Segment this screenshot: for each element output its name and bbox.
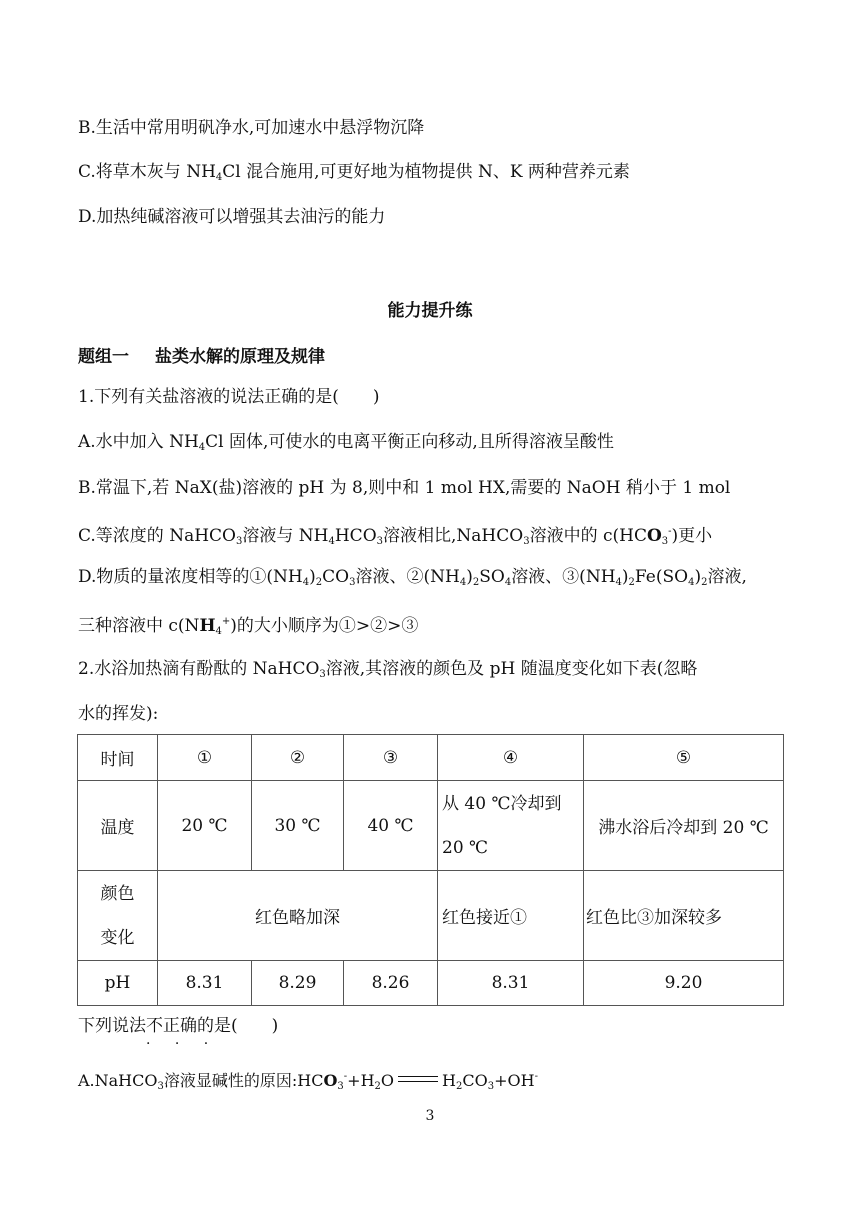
- q1-option-c: [78, 520, 712, 554]
- table-cell: 时间: [78, 735, 158, 781]
- table-cell: 温度: [78, 781, 158, 871]
- sub: 3: [487, 1081, 495, 1092]
- q2-question: [78, 1014, 278, 1038]
- page-number: 3: [425, 1108, 435, 1124]
- sup: -: [534, 1071, 538, 1082]
- group-name: 盐类水解的原理及规律: [155, 347, 325, 367]
- table-cell: 20 ℃: [158, 781, 252, 871]
- t: A.NaHCO: [78, 1071, 158, 1090]
- t: 溶液与 NH: [242, 526, 329, 546]
- q2-stem-2: 水的挥发):: [78, 704, 159, 724]
- table-cell: 40 ℃: [344, 781, 438, 871]
- t: 下列说法: [78, 1016, 146, 1036]
- t: H: [199, 616, 216, 636]
- option-b-prev: B.生活中常用明矾净水,可加速水中悬浮物沉降: [78, 118, 425, 138]
- sub: 3: [376, 536, 384, 547]
- table-cell: 沸水浴后冷却到 20 ℃: [584, 781, 784, 871]
- sup: +: [221, 616, 231, 627]
- text: Cl 固体,可使水的电离平衡正向移动,且所得溶液呈酸性: [205, 432, 614, 452]
- t: ): [621, 567, 629, 587]
- table-cell: 红色接近①: [438, 871, 584, 961]
- group-label: 题组一: [78, 347, 129, 367]
- q1-option-d: [78, 565, 747, 595]
- t: 溶液、②(NH: [355, 567, 460, 587]
- equilibrium-arrow-icon: [398, 1074, 438, 1086]
- data-table: [77, 734, 784, 1006]
- q1-option-a: [78, 430, 614, 460]
- sub: 3: [349, 577, 356, 588]
- table-cell: 8.26: [344, 961, 438, 1006]
- t: D.物质的量浓度相等的①(NH: [78, 567, 303, 587]
- cell-line: 从 40 ℃冷却到: [442, 793, 562, 814]
- sup: -: [668, 526, 672, 537]
- cell-line: 变化: [100, 927, 135, 948]
- t: 溶液显碱性的原因:HC: [163, 1071, 324, 1090]
- t: Fe(SO: [634, 567, 689, 587]
- t: ): [309, 567, 316, 587]
- sub: 3: [661, 536, 669, 547]
- t: O: [646, 526, 662, 546]
- t: CO: [322, 567, 350, 587]
- t: 溶液,其溶液的颜色及 pH 随温度变化如下表(忽略: [325, 659, 698, 679]
- section-title: 能力提升练: [387, 301, 473, 321]
- t: 溶液、③(NH: [511, 567, 616, 587]
- sub: 2: [628, 577, 635, 588]
- subscript: 4: [198, 442, 206, 453]
- table-cell: ⑤: [584, 735, 784, 781]
- group-title: [78, 342, 325, 367]
- table-row: [78, 871, 784, 961]
- option-c-prev: [78, 160, 630, 190]
- table-cell: 红色比③加深较多: [584, 871, 784, 961]
- text: C.将草木灰与 NH: [78, 162, 216, 182]
- t: )更小: [671, 526, 713, 546]
- sub: 3: [337, 1081, 344, 1092]
- table-cell: 9.20: [584, 961, 784, 1006]
- t: H: [442, 1071, 456, 1090]
- t: 三种溶液中 c(N: [78, 616, 200, 636]
- q2-stem-1: [78, 657, 697, 687]
- option-d-prev: D.加热纯碱溶液可以增强其去油污的能力: [78, 207, 386, 227]
- cell-line: 颜色: [100, 883, 135, 904]
- sub: 4: [504, 577, 512, 588]
- table-cell: 8.31: [438, 961, 584, 1006]
- sub: 2: [701, 577, 708, 588]
- table-cell: ②: [252, 735, 344, 781]
- sub: 3: [319, 669, 326, 680]
- table-cell: [438, 781, 584, 871]
- sub: 4: [215, 626, 222, 637]
- q2-option-a: [78, 1065, 538, 1099]
- sub: 4: [302, 577, 310, 588]
- sub: 2: [472, 577, 480, 588]
- t: O: [380, 1071, 395, 1090]
- sub: 2: [374, 1081, 381, 1092]
- table-cell: ④: [438, 735, 584, 781]
- table-cell: 红色略加深: [158, 871, 438, 961]
- sub: 2: [315, 577, 323, 588]
- t: ): [466, 567, 473, 587]
- sub: 3: [523, 536, 530, 547]
- t: HCO: [334, 526, 377, 546]
- sub: 4: [328, 536, 335, 547]
- q1-stem: 1.下列有关盐溶液的说法正确的是( ): [78, 387, 380, 407]
- table-cell: [78, 871, 158, 961]
- table-row: [78, 781, 784, 871]
- t: 2.水浴加热滴有酚酞的 NaHCO: [78, 659, 320, 679]
- table-row: [78, 735, 784, 781]
- t: C.等浓度的 NaHCO: [78, 526, 236, 546]
- t: )的大小顺序为①>②>③: [230, 616, 419, 636]
- t: +H: [347, 1071, 375, 1090]
- t: 的是( ): [197, 1016, 279, 1036]
- t: +OH: [494, 1071, 535, 1090]
- q1-option-b: B.常温下,若 NaX(盐)溶液的 pH 为 8,则中和 1 mol HX,需要的 NaOH 稍小于 1 mol: [78, 478, 731, 498]
- t: 溶液相比,NaHCO: [383, 526, 524, 546]
- sub: 3: [157, 1081, 164, 1092]
- table-cell: 8.29: [252, 961, 344, 1006]
- text: Cl 混合施用,可更好地为植物提供 N、K 两种营养元素: [222, 162, 630, 182]
- t: O: [323, 1071, 338, 1090]
- t: SO: [479, 567, 505, 587]
- sub: 2: [455, 1081, 463, 1092]
- emphasis-dots: · · ·: [146, 1036, 219, 1052]
- table-cell: ③: [344, 735, 438, 781]
- emphasis-dotted: 不正确: [146, 1016, 197, 1036]
- table-cell: 30 ℃: [252, 781, 344, 871]
- sub: 4: [688, 577, 695, 588]
- subscript: 4: [215, 172, 223, 183]
- sub: 4: [459, 577, 467, 588]
- table-row: [78, 961, 784, 1006]
- sub: 3: [236, 536, 243, 547]
- t: CO: [462, 1071, 488, 1090]
- table-cell: pH: [78, 961, 158, 1006]
- t: ): [694, 567, 702, 587]
- sub: 4: [615, 577, 622, 588]
- text: A.水中加入 NH: [78, 432, 199, 452]
- t: 溶液,: [707, 567, 747, 587]
- cell-line: 20 ℃: [442, 837, 489, 858]
- table-cell: ①: [158, 735, 252, 781]
- t: 溶液中的 c(HC: [529, 526, 647, 546]
- table-cell: 8.31: [158, 961, 252, 1006]
- sup: -: [343, 1071, 348, 1082]
- q1-option-d-cont: [78, 610, 418, 644]
